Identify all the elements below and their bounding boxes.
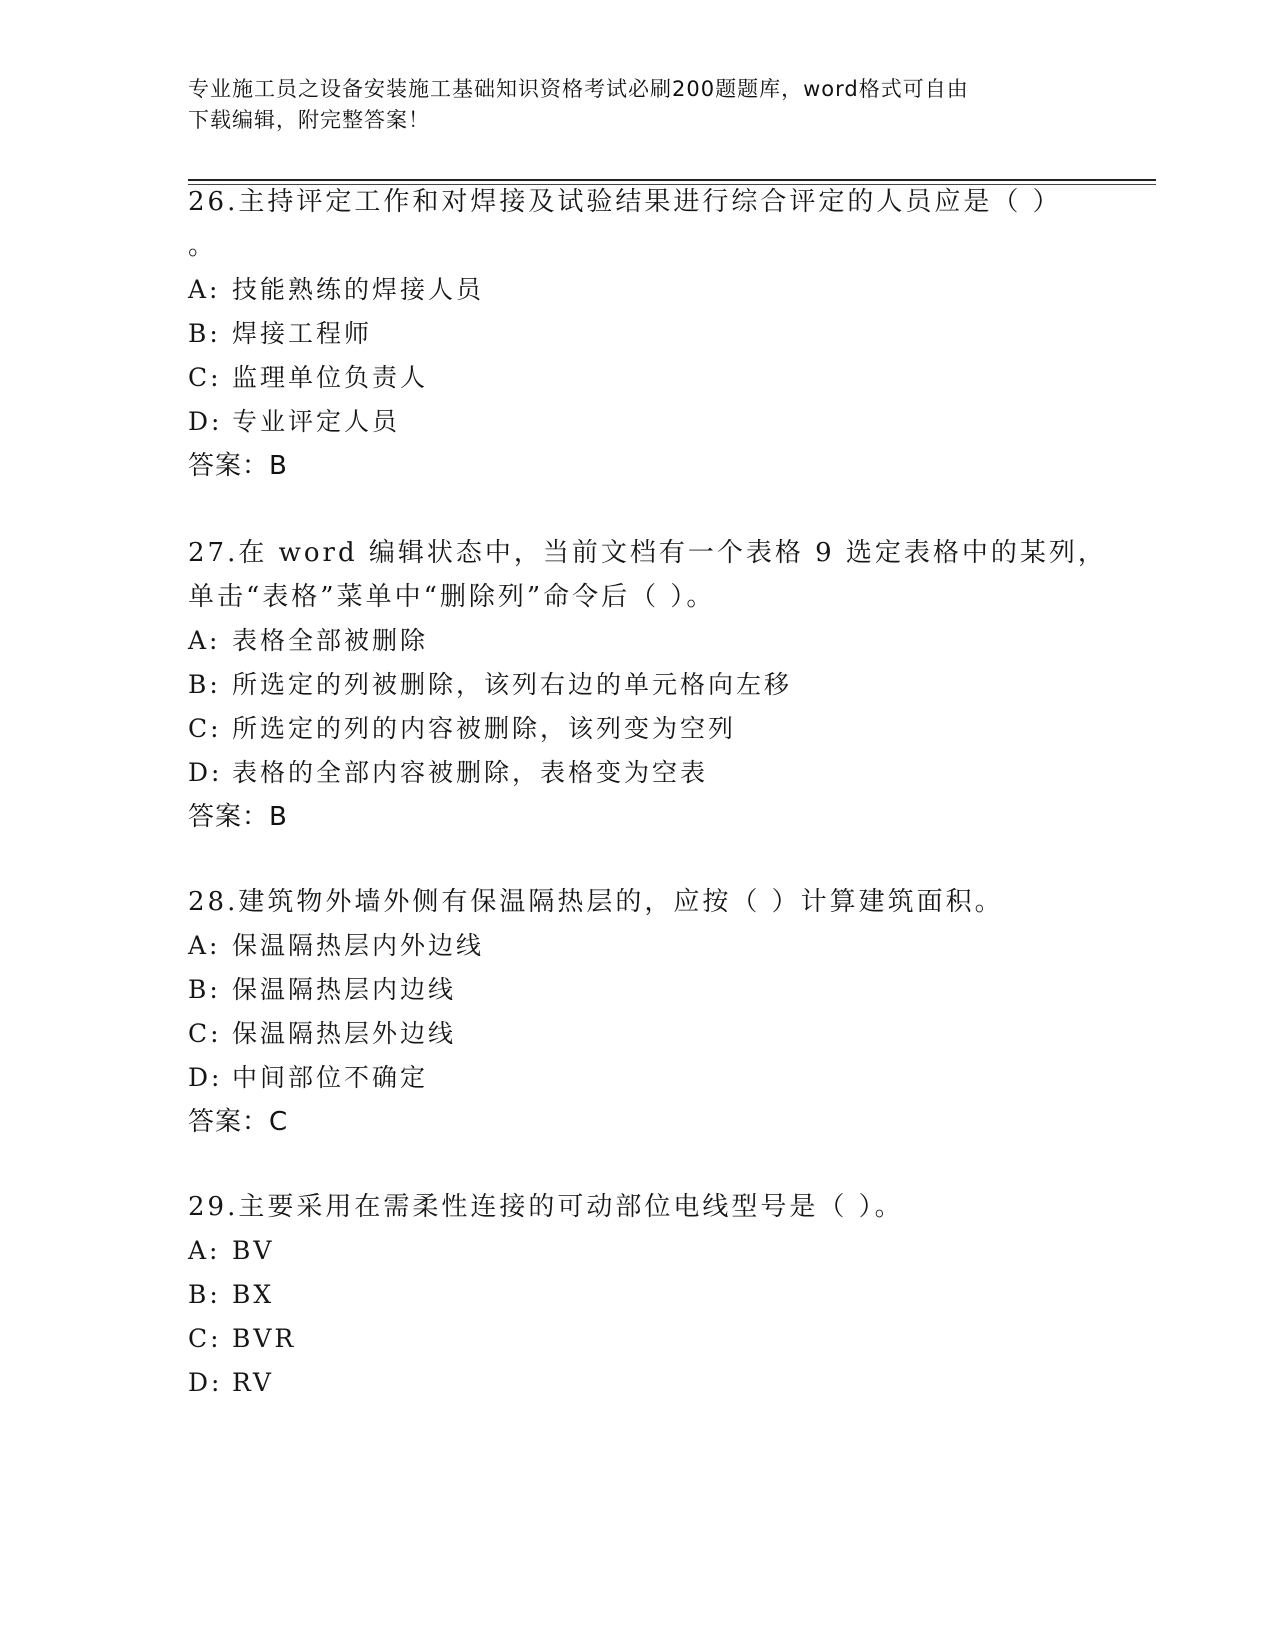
option-text: 专业评定人员 bbox=[232, 407, 401, 436]
option-letter: B: bbox=[188, 975, 221, 1004]
option-text: 保温隔热层内边线 bbox=[232, 975, 457, 1004]
option-text: 保温隔热层内外边线 bbox=[232, 931, 485, 960]
option-c bbox=[188, 362, 428, 394]
option-letter: C: bbox=[188, 363, 222, 392]
question-text-line: 27.在 word 编辑状态中，当前文档有一个表格 9 选定表格中的某列， bbox=[188, 538, 1107, 568]
option-text: 技能熟练的焊接人员 bbox=[232, 275, 485, 304]
option-a bbox=[188, 930, 484, 962]
question-text-line: 26.主持评定工作和对焊接及试验结果进行综合评定的人员应是（ ） bbox=[188, 187, 1062, 217]
option-letter: A: bbox=[188, 931, 221, 960]
option-text: 焊接工程师 bbox=[232, 319, 373, 348]
option-c bbox=[188, 713, 736, 745]
option-a bbox=[188, 1235, 274, 1267]
option-text: BVR bbox=[232, 1324, 297, 1353]
option-letter: A: bbox=[188, 1236, 221, 1265]
header-divider-thick bbox=[188, 179, 1156, 181]
option-letter: D: bbox=[188, 758, 223, 787]
option-text: BV bbox=[232, 1236, 275, 1265]
document-header bbox=[188, 74, 1068, 136]
option-a bbox=[188, 274, 484, 306]
option-letter: C: bbox=[188, 1324, 222, 1353]
header-line-1: 专业施工员之设备安装施工基础知识资格考试必刷200题题库，word格式可自由 bbox=[188, 77, 969, 101]
option-d bbox=[188, 1367, 274, 1399]
answer-label: 答案：C bbox=[188, 1107, 289, 1137]
option-b bbox=[188, 974, 456, 1006]
option-c bbox=[188, 1018, 456, 1050]
question-text-line: 29.主要采用在需柔性连接的可动部位电线型号是（ ）。 bbox=[188, 1192, 904, 1222]
option-text: 保温隔热层外边线 bbox=[232, 1019, 457, 1048]
question-text-line: 单击“表格”菜单中“删除列”命令后（ ）。 bbox=[188, 582, 716, 612]
option-text: 所选定的列的内容被删除，该列变为空列 bbox=[232, 714, 737, 743]
option-letter: D: bbox=[188, 1063, 223, 1092]
option-letter: B: bbox=[188, 670, 221, 699]
option-text: BX bbox=[232, 1280, 275, 1309]
option-text: 表格全部被删除 bbox=[232, 626, 429, 655]
option-b bbox=[188, 1279, 274, 1311]
option-letter: A: bbox=[188, 275, 221, 304]
option-letter: C: bbox=[188, 1019, 222, 1048]
option-b bbox=[188, 669, 792, 701]
option-letter: B: bbox=[188, 319, 221, 348]
option-c bbox=[188, 1323, 296, 1355]
option-text: 表格的全部内容被删除，表格变为空表 bbox=[232, 758, 709, 787]
option-letter: A: bbox=[188, 626, 221, 655]
header-line-2: 下载编辑，附完整答案！ bbox=[188, 108, 430, 132]
option-letter: D: bbox=[188, 1368, 223, 1397]
option-text: RV bbox=[232, 1368, 274, 1397]
option-letter: D: bbox=[188, 407, 223, 436]
header-divider-thin bbox=[188, 184, 1156, 185]
option-letter: B: bbox=[188, 1280, 221, 1309]
option-a bbox=[188, 625, 428, 657]
option-d bbox=[188, 757, 708, 789]
option-letter: C: bbox=[188, 714, 222, 743]
option-text: 监理单位负责人 bbox=[232, 363, 429, 392]
option-text: 所选定的列被删除，该列右边的单元格向左移 bbox=[232, 670, 793, 699]
option-b bbox=[188, 318, 372, 350]
answer-label: 答案：B bbox=[188, 451, 288, 481]
question-text-line: 。 bbox=[188, 231, 218, 261]
answer-label: 答案：B bbox=[188, 802, 288, 832]
question-text-line: 28.建筑物外墙外侧有保温隔热层的，应按（ ）计算建筑面积。 bbox=[188, 887, 1004, 917]
option-d bbox=[188, 1062, 428, 1094]
option-d bbox=[188, 406, 400, 438]
option-text: 中间部位不确定 bbox=[232, 1063, 429, 1092]
